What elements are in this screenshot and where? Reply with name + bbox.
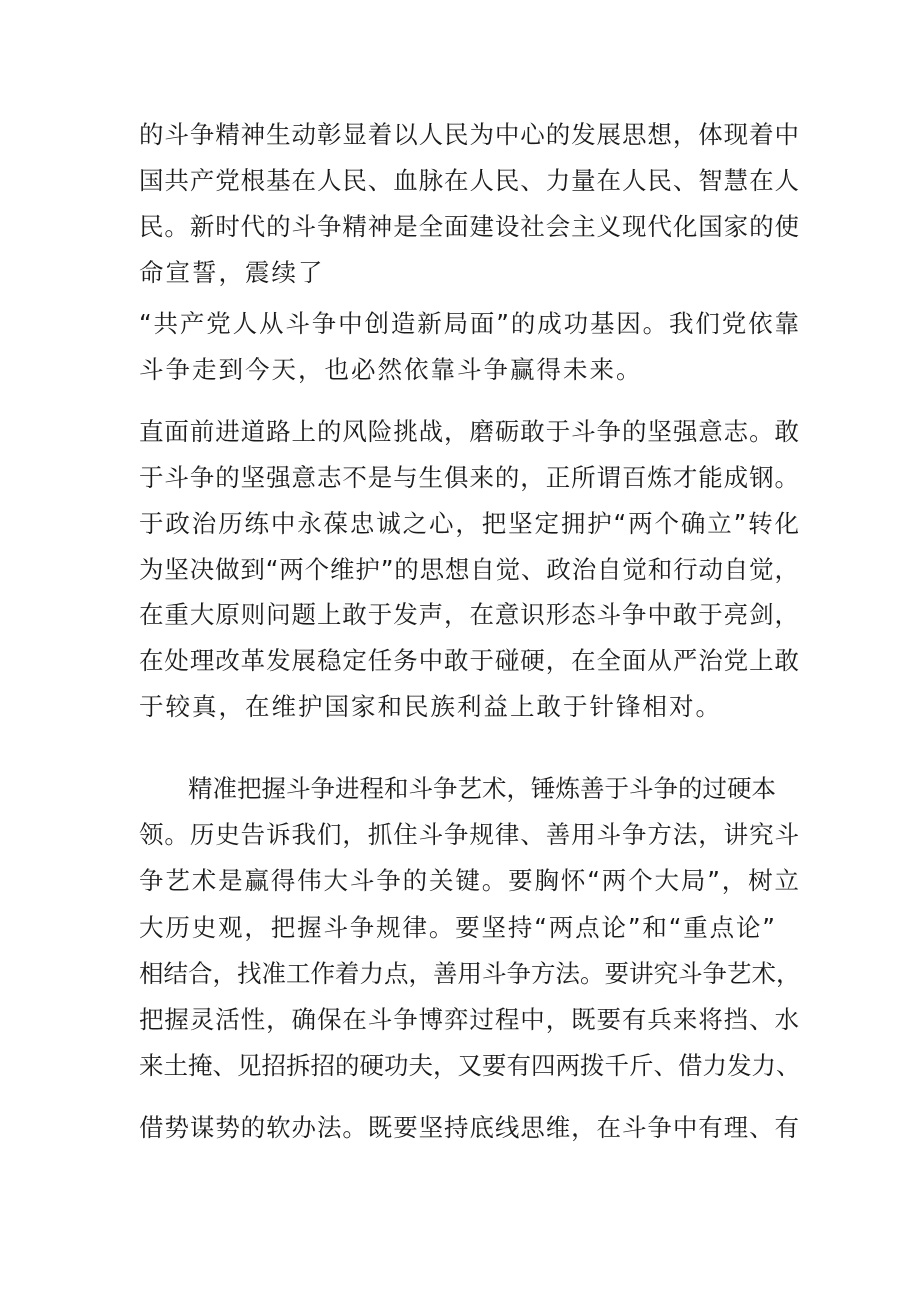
text-line: 斗争走到今天，也必然依靠斗争赢得未来。: [139, 355, 643, 384]
text-line: 为坚决做到“两个维护”的思想自觉、政治自觉和行动自觉，: [139, 555, 799, 584]
text-line: 借势谋势的软办法。既要坚持底线思维，在斗争中有理、有: [139, 1113, 799, 1142]
text-line: 大历史观，把握斗争规律。要坚持“两点论”和“重点论”: [139, 913, 775, 942]
text-line: 来土掩、见招拆招的硬功夫，又要有四两拨千斤、借力发力、: [139, 1051, 801, 1080]
text-line: 于较真，在维护国家和民族利益上敢于针锋相对。: [139, 692, 722, 721]
text-line: 精准把握斗争进程和斗争艺术，锤炼善于斗争的过硬本: [188, 774, 776, 803]
text-line: 于政治历练中永葆忠诚之心，把坚定拥护“两个确立”转化: [139, 509, 799, 538]
text-line: 直面前进道路上的风险挑战，磨砺敢于斗争的坚强意志。敢: [139, 417, 799, 446]
text-line: 在重大原则问题上敢于发声，在意识形态斗争中敢于亮剑，: [139, 600, 799, 629]
text-line: “共产党人从斗争中创造新局面”的成功基因。我们党依靠: [139, 309, 799, 338]
text-line: 民。新时代的斗争精神是全面建设社会主义现代化国家的使: [139, 212, 799, 241]
text-line: 在处理改革发展稳定任务中敢于碰硬，在全面从严治党上敢: [139, 646, 799, 675]
text-line: 于斗争的坚强意志不是与生俱来的，正所谓百炼才能成钢。: [139, 463, 799, 492]
text-line: 国共产党根基在人民、血脉在人民、力量在人民、智慧在人: [139, 166, 799, 195]
text-line: 领。历史告诉我们，抓住斗争规律、善用斗争方法，讲究斗: [139, 820, 799, 849]
text-line: 把握灵活性，确保在斗争博弈过程中，既要有兵来将挡、水: [139, 1005, 799, 1034]
text-line: 的斗争精神生动彰显着以人民为中心的发展思想，体现着中: [139, 120, 799, 149]
text-line: 命宣誓，震续了: [139, 258, 325, 287]
text-line: 相结合，找准工作着力点，善用斗争方法。要讲究斗争艺术，: [139, 959, 801, 988]
text-line: 争艺术是赢得伟大斗争的关键。要胸怀“两个大局”，树立: [139, 866, 799, 895]
